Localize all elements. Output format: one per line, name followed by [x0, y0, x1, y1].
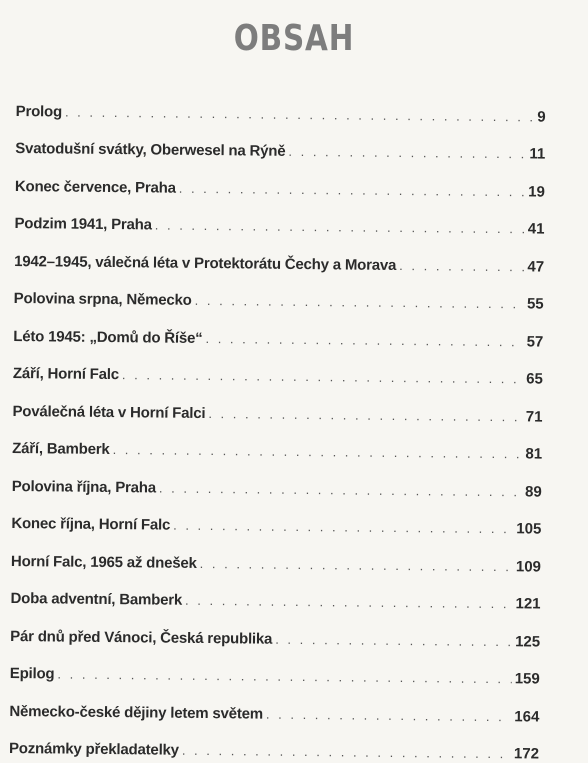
toc-entry-title: Doba adventní, Bamberk [10, 589, 183, 609]
toc-entry-page-number: 47 [527, 257, 545, 276]
toc-entry-page-number: 121 [515, 595, 541, 613]
toc-entry [9, 682, 539, 725]
toc-entry-title: Polovina srpna, Německo [13, 289, 192, 309]
toc-entry-title: Podzim 1941, Praha [14, 214, 152, 234]
toc-entry-page-number: 9 [537, 107, 546, 126]
toc-entry-title: Konec října, Horní Falc [11, 514, 171, 534]
toc-entry [12, 419, 542, 462]
toc-entry [11, 569, 541, 612]
toc-entry [14, 194, 544, 237]
toc-entry-page-number: 41 [527, 220, 545, 238]
toc-entry [13, 344, 543, 387]
dot-leader [266, 707, 512, 725]
dot-leader [275, 632, 512, 649]
toc-entry-page-number: 11 [529, 145, 546, 163]
toc-entry-title: Prolog [15, 102, 63, 120]
toc-entry-title: Poválečná léta v Horní Falci [12, 402, 206, 422]
toc-entry-page-number: 81 [525, 445, 543, 463]
page-title: OBSAH [233, 18, 355, 59]
toc-entry-title: Horní Falc, 1965 až dnešek [10, 552, 197, 572]
toc-entry [13, 307, 543, 350]
toc-entry-page-number: 65 [526, 370, 544, 388]
toc-entry-page-number: 172 [513, 745, 540, 763]
toc-entry-page-number: 19 [528, 182, 545, 201]
toc-entry-title: Poznámky překladatelky [8, 739, 179, 759]
toc-entry-page-number: 125 [515, 632, 541, 651]
table-of-contents [9, 82, 546, 763]
toc-entry-title: Září, Bamberk [12, 439, 110, 458]
toc-entry [16, 82, 546, 125]
toc-entry-title: 1942–1945, válečná léta v Protektorátu Čechy a Morava [14, 252, 397, 274]
toc-entry [12, 457, 542, 500]
toc-entry [10, 607, 540, 650]
toc-entry [11, 494, 541, 537]
toc-entry-page-number: 159 [514, 670, 540, 688]
toc-entry-page-number: 55 [526, 295, 544, 313]
toc-entry-title: Léto 1945: „Domů do Říše“ [13, 327, 203, 347]
toc-entry [14, 232, 544, 275]
toc-entry-title: Epilog [9, 664, 55, 683]
toc-entry-page-number: 71 [525, 407, 543, 426]
dot-leader [399, 259, 524, 275]
toc-entry-title: Pár dnů před Vánoci, Česká republika [10, 627, 273, 648]
toc-entry-title: Září, Horní Falc [12, 364, 120, 384]
toc-entry [12, 382, 542, 425]
toc-entry-page-number: 164 [514, 707, 540, 726]
toc-entry [15, 119, 545, 162]
toc-entry [14, 269, 544, 312]
dot-leader [288, 145, 526, 162]
toc-entry [11, 532, 541, 575]
toc-entry-title: Německo-české dějiny letem světem [9, 702, 264, 723]
dot-leader [182, 744, 511, 762]
toc-entry [10, 644, 540, 687]
toc-entry-page-number: 105 [516, 520, 542, 538]
toc-entry [9, 719, 539, 762]
toc-entry-title: Polovina října, Praha [11, 477, 157, 496]
toc-entry-page-number: 109 [515, 557, 542, 576]
toc-entry-page-number: 57 [526, 332, 544, 351]
toc-entry [15, 157, 545, 200]
toc-entry-title: Konec července, Praha [14, 177, 176, 197]
toc-entry-title: Svatodušní svátky, Oberwesel na Rýně [15, 139, 286, 160]
toc-entry-page-number: 89 [524, 482, 542, 501]
